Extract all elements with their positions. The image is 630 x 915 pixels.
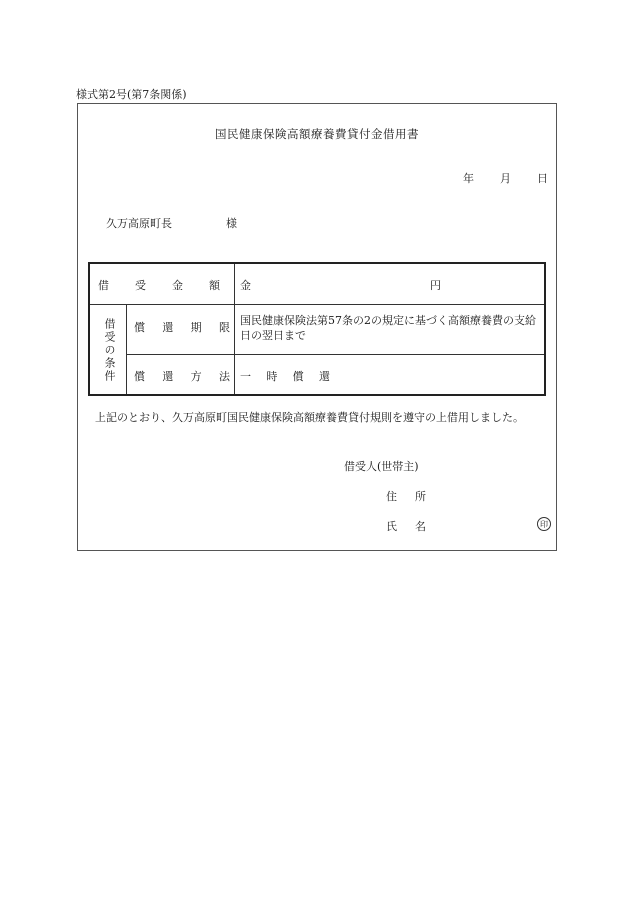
period-label-char: 限 bbox=[218, 321, 230, 334]
loan-table bbox=[88, 262, 546, 396]
method-label-char: 償 bbox=[134, 370, 145, 383]
table-divider bbox=[90, 304, 544, 305]
date-year: 年 bbox=[463, 172, 474, 185]
amount-label bbox=[98, 277, 220, 293]
name-label-char: 名 bbox=[415, 520, 426, 533]
borrower-label: 借受人(世帯主) bbox=[344, 460, 419, 473]
repayment-period-text: 国民健康保険法第57条の2の規定に基づく高額療養費の支給日の翌日まで bbox=[240, 314, 536, 342]
conditions-label: 借受の条件 bbox=[103, 318, 116, 383]
period-label-char: 還 bbox=[162, 321, 174, 334]
form-title: 国民健康保険高額療養費貸付金借用書 bbox=[215, 127, 419, 141]
name-label bbox=[386, 518, 426, 534]
table-divider bbox=[126, 354, 544, 355]
declaration-text: 上記のとおり、久万高原町国民健康保険高額療養費貸付規則を遵守の上借用しました。 bbox=[95, 411, 524, 424]
method-text-char: 償 bbox=[292, 370, 304, 383]
seal-mark: 印 bbox=[537, 517, 551, 531]
repayment-method-text bbox=[240, 368, 330, 384]
address-label-char: 住 bbox=[386, 490, 397, 503]
method-text-char: 時 bbox=[266, 370, 278, 383]
addressee-honorific: 様 bbox=[226, 217, 237, 230]
amount-label-char: 金 bbox=[172, 279, 183, 292]
amount-prefix: 金 bbox=[240, 279, 251, 292]
amount-label-char: 額 bbox=[209, 279, 220, 292]
date-day: 日 bbox=[537, 172, 548, 185]
method-label-char: 法 bbox=[218, 370, 230, 383]
date-month: 月 bbox=[500, 172, 511, 185]
repayment-period-label bbox=[134, 319, 230, 335]
method-text-char: 還 bbox=[318, 370, 330, 383]
addressee-name: 久万高原町長 bbox=[106, 217, 172, 230]
table-divider bbox=[234, 264, 235, 394]
name-label-char: 氏 bbox=[386, 520, 397, 533]
method-text-char: 一 bbox=[240, 370, 251, 383]
amount-label-char: 受 bbox=[135, 279, 146, 292]
address-label-char: 所 bbox=[415, 490, 426, 503]
date-line bbox=[463, 170, 548, 186]
method-label-char: 方 bbox=[190, 370, 202, 383]
period-label-char: 償 bbox=[134, 321, 145, 334]
period-label-char: 期 bbox=[190, 321, 202, 334]
form-number: 様式第2号(第7条関係) bbox=[76, 88, 187, 101]
address-label bbox=[386, 488, 426, 504]
amount-label-char: 借 bbox=[98, 279, 109, 292]
amount-unit: 円 bbox=[430, 279, 441, 292]
repayment-method-label bbox=[134, 368, 230, 384]
loan-form-frame bbox=[77, 103, 557, 551]
table-divider bbox=[126, 304, 127, 394]
method-label-char: 還 bbox=[162, 370, 174, 383]
